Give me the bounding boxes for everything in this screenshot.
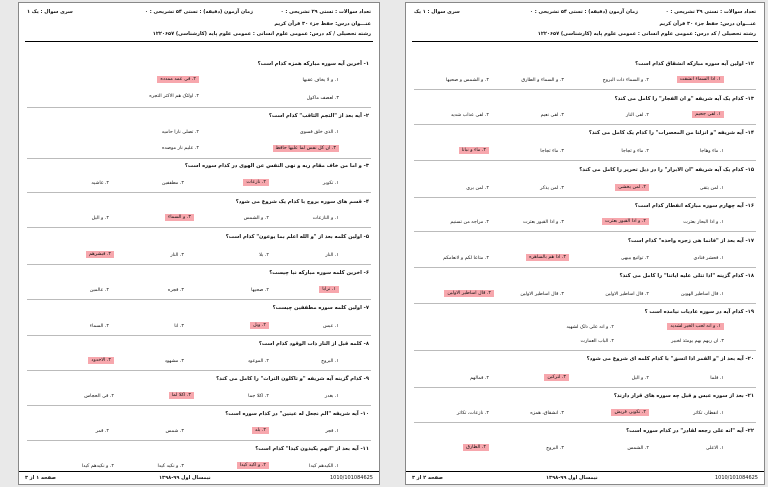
option-highlighted: ۴. قال اساطیر الاولین [444, 290, 494, 297]
question-22: ۲۲- آیه "انه علی رجعه لقادر" در کدام سوره است؟ [626, 428, 754, 434]
option-highlighted: ۲. ویل [250, 322, 269, 329]
exam-time: زمان آزمون (دقیقه) : تستی ۵۴ تشریحی : ۰ [144, 9, 253, 15]
option: ۳. و نکید کیدا [157, 464, 184, 469]
option: ۴. و نکیدهم کیدا [81, 464, 114, 469]
option: ۲. اکلا جما [248, 394, 269, 399]
page-number: صفحه ۱ از ۳ [25, 475, 57, 481]
option-highlighted: ۴. فبشرهم [86, 251, 114, 258]
option: ۳. فجره [167, 288, 184, 293]
option: ۴. الباب العمارت [580, 339, 614, 344]
option-highlighted: ۱. و انه لحب الخیر لشدید [667, 323, 724, 330]
divider [414, 124, 756, 125]
question-14: ۱۴- آیه شریفه "و انزلنا من المعصرات" را کدام یک کامل می کند؟ [588, 130, 754, 136]
question-5: ۵- اولین کلمه بعد از "و الله اعلم بما یوعون" کدام است؟ [225, 234, 369, 240]
option: ۳. لعصف ماکول [306, 96, 339, 101]
option: ۳. و السماء و الطارق [521, 78, 564, 83]
option: ۳. البروج [546, 446, 564, 451]
option: ۱. البروج [321, 359, 339, 364]
term-label: نیمسال اول ۹۹-۱۳۹۸ [159, 475, 211, 481]
divider [414, 231, 756, 232]
option: ۱. الکیدهم کیدا [309, 464, 339, 469]
option: ۱. عبس [322, 324, 339, 329]
option: ۴. غاشیه [91, 181, 109, 186]
divider [27, 299, 371, 300]
option: ۴. لمن یری [466, 186, 489, 191]
option: ۳. مشهود [164, 359, 184, 364]
question-9: ۹- کدام گزینه آیه شریفه "و تاکلون التراث" را کامل می کند؟ [216, 376, 369, 382]
option: ۴. السماء [89, 324, 109, 329]
option: ۱. و اذا البحار بعثرت [683, 220, 724, 225]
option: ۳. ان ربهم بهم یومئذ لخبیر [671, 339, 724, 344]
divider [27, 264, 371, 265]
option: ۱. لمن یتقی [699, 186, 724, 191]
option-highlighted: ۲. بلد [252, 427, 269, 434]
exam-header [25, 3, 373, 42]
divider [414, 387, 756, 388]
divider [27, 158, 371, 159]
option: ۲. بلا [259, 253, 269, 258]
divider [27, 405, 371, 406]
exam-page-2 [405, 2, 765, 485]
page-footer [406, 471, 764, 484]
divider [414, 422, 756, 423]
option: ۲. ماء و ثجاجا [621, 149, 649, 154]
question-2: ۲- آیه بعد از "التجم الثاقب" کدام است؟ [268, 113, 369, 119]
option: ۴. فی الحجاس [84, 394, 114, 399]
option: ۱. فجر [325, 429, 339, 434]
divider [414, 350, 756, 351]
option-highlighted: ۲. لمن یخشی [615, 184, 649, 191]
option: ۱. انفطار، تکاثر [693, 411, 724, 416]
option: ۴. مراجه من تسنیم [450, 220, 489, 225]
option-highlighted: ۲. فی عمد ممدده [157, 76, 199, 83]
option: ۳. مطففین [161, 181, 184, 186]
option-highlighted: ۲. و اکید کیدا [237, 462, 269, 469]
option: ۴. عالمین [89, 288, 109, 293]
course-title: عنـــوان درس: حفظ جزء ۳۰ قرآن کریم [659, 21, 756, 27]
question-count: تعداد سوالات : تستی ۲۹ تشریحی : ۰ [280, 9, 371, 15]
option: ۳. انا [174, 324, 184, 329]
option-highlighted: ۱. اذا السماء انشقت [677, 76, 724, 83]
option: ۴. و الشمس و صحیها [445, 78, 489, 83]
option: ۱. النار [325, 253, 339, 258]
divider [414, 89, 756, 90]
question-12: ۱۲- اولین آیه سوره مبارکه انشقاق کدام است؟ [635, 61, 754, 67]
course-title: عنـــوان درس: حفظ جزء ۳۰ قرآن کریم [274, 21, 371, 27]
option: ۱. الذی خلق فسوی [299, 130, 339, 135]
option-highlighted: ۴. الطارق [463, 444, 489, 451]
exam-time: زمان آزمون (دقیقه) : تستی ۵۴ تشریحی : ۰ [529, 9, 638, 15]
option-highlighted: ۳. لترکبن [544, 374, 569, 381]
option: ۳. شمس [165, 429, 184, 434]
option: ۳. النار [170, 253, 184, 258]
divider [414, 303, 756, 304]
option: ۴. متاعا لکم و لانعامکم [443, 256, 489, 261]
question-18: ۱۸- کدام گزینه "اذا تتلی علیه ایاتنا" را کامل می کند؟ [619, 273, 754, 279]
divider [27, 107, 371, 108]
question-1: ۱- آخرین آیه سوره مبارکه همزه کدام است؟ [257, 61, 369, 67]
option: ۱. الاعلی [705, 446, 724, 451]
option: ۳. لفی نعیم [540, 113, 564, 118]
divider [27, 192, 371, 193]
question-3: ۳- و اما من خاف مقام ربه و نهی النفس عن الهوی در کدام سوره است؟ [184, 163, 369, 169]
option-highlighted: ۲. و اذا القبور بعثرت [602, 218, 649, 225]
option: ۲. قال اساطیر الاولین [605, 292, 649, 297]
option-highlighted: ۱. لفی جحیم [692, 111, 724, 118]
option-highlighted: ۳. ان کل نفس لما علیها حافظ [273, 145, 339, 152]
option-highlighted: ۴. الاخدود [88, 357, 114, 364]
question-count: تعداد سوالات : تستی ۲۹ تشریحی : ۰ [665, 9, 756, 15]
divider [414, 267, 756, 268]
option: ۱. تکویر [322, 181, 339, 186]
question-15: ۱۵- کدام یک آیه شریفه "ان الابرار" را در ذیل تحریر را کامل می کند؟ [579, 167, 754, 173]
option: ۴. قمر [95, 429, 109, 434]
divider [27, 440, 371, 441]
option: ۲. تواتبع ببیهی [620, 256, 649, 261]
exam-page-1 [18, 2, 380, 485]
divider [27, 227, 371, 228]
option: ۳. ماء ثجاجا [540, 149, 564, 154]
option-highlighted: ۳. اکلا لما [169, 392, 194, 399]
question-17: ۱۷- آیه بعد از "فانما هی زجره واحده" کدام است؟ [627, 238, 754, 244]
option: ۱. قال اساطیر الهوین [680, 292, 724, 297]
divider [414, 197, 756, 198]
field-code: رشته تحصیلی / کد درس: عمومی علوم انسانی : عمومی علوم پایه (کارشناسی) ۱۲۲۰۶۵۷ [152, 31, 371, 37]
option: ۴. نازعات، تکاثر [456, 411, 489, 416]
question-series: سری سوال : ۱ یک [414, 9, 460, 15]
question-21: ۲۱- بعد از سوره عبس و قبل چه سوره های قرار دارند؟ [613, 393, 754, 399]
option: ۲. تصلی نارا حامیه [161, 130, 199, 135]
option: ۱. بغدر [324, 394, 339, 399]
question-6: ۶- اخرین کلمه سوره مبارکه نبا چیست؟ [269, 270, 369, 276]
question-4: ۴- قسم های سوره بروج با کدام یک شروع می شود؟ [235, 199, 369, 205]
question-13: ۱۳- کدام یک آیه شریفه "و ان الفجار" را کامل می کند؟ [614, 96, 754, 102]
page-number: صفحه ۲ از ۳ [412, 475, 444, 481]
option: ۴. علیم نار موصده [161, 146, 199, 151]
option-highlighted: ۳. اذا هم بالساهره [526, 254, 569, 261]
field-code: رشته تحصیلی / کد درس: عمومی علوم انسانی : عمومی علوم پایه (کارشناسی) ۱۲۲۰۶۵۷ [537, 31, 756, 37]
question-8: ۸- کلمه قبل از النار ذات الوقود کدام است؟ [258, 341, 369, 347]
option: ۴. و الیل [91, 216, 109, 221]
question-series: سری سوال : یک ۱ [27, 9, 73, 15]
question-11: ۱۱- آیه بعد از "انهم یکیدون کیدا" کدام است؟ [255, 446, 369, 452]
option: ۱. فحشر فنادی [693, 256, 724, 261]
divider [414, 160, 756, 161]
question-20: ۲۰- آیه بعد از "و القمر اذا اتسق" با کدام کلمه ای شروع می شود؟ [586, 356, 754, 362]
option: ۲. و السماء ذات البروج [602, 78, 649, 83]
option: ۳. و اذا القبور بعثرت [522, 220, 564, 225]
option-highlighted: ۱. ترابا [319, 286, 339, 293]
option: ۱. ماء وهاجا [699, 149, 724, 154]
divider [27, 335, 371, 336]
option: ۲. و الشمس [243, 216, 269, 221]
question-19: ۱۹- کدام آیه در سوره عادیات نیامده است ؟ [644, 309, 754, 315]
option: ۴. فمالهم [469, 376, 489, 381]
question-10: ۱۰- آیه شریفه "الم نجعل له عینین" در کدام سوره است؟ [225, 411, 369, 417]
option: ۳. قال اساطیر الاولین [520, 292, 564, 297]
page-footer [19, 471, 379, 484]
option-highlighted: ۲. تکویر، فریش [611, 409, 649, 416]
option: ۳. انشقاق، همزه [530, 411, 564, 416]
option: ۴. لفی عذاب شدید [450, 113, 489, 118]
question-16: ۱۶- آیه چهارم سوره مبارکه انفطار کدام است؟ [634, 203, 754, 209]
divider [27, 370, 371, 371]
exam-code: 1010/101084625 [329, 475, 373, 481]
exam-code: 1010/101084625 [714, 475, 758, 481]
option-highlighted: ۴. ماء و نباتا [459, 147, 489, 154]
option-highlighted: ۳. و السماء [165, 214, 194, 221]
option: ۳. لمن یذکر [540, 186, 564, 191]
exam-header [412, 3, 758, 42]
term-label: نیمسال اول ۹۹-۱۳۹۸ [546, 475, 598, 481]
option: ۱. و النازعات [312, 216, 339, 221]
option: ۴. اولئک هم الاکثر التجره [149, 94, 199, 99]
option: ۲. لفی النار [625, 113, 649, 118]
option: ۱. و لا یخاف عقبها [302, 78, 339, 83]
option: ۲. الشمس [627, 446, 649, 451]
option: ۲. الموعود [247, 359, 269, 364]
option: ۱. فلما [710, 376, 724, 381]
option: ۲. و الیل [631, 376, 649, 381]
option: ۲. صحیها [251, 288, 269, 293]
option-highlighted: ۲. نازعات [243, 179, 269, 186]
question-7: ۷- اولین کلمه سوره مطففین چیست؟ [272, 305, 369, 311]
option: ۲. و انه علی ذلک لشهید [566, 325, 614, 330]
